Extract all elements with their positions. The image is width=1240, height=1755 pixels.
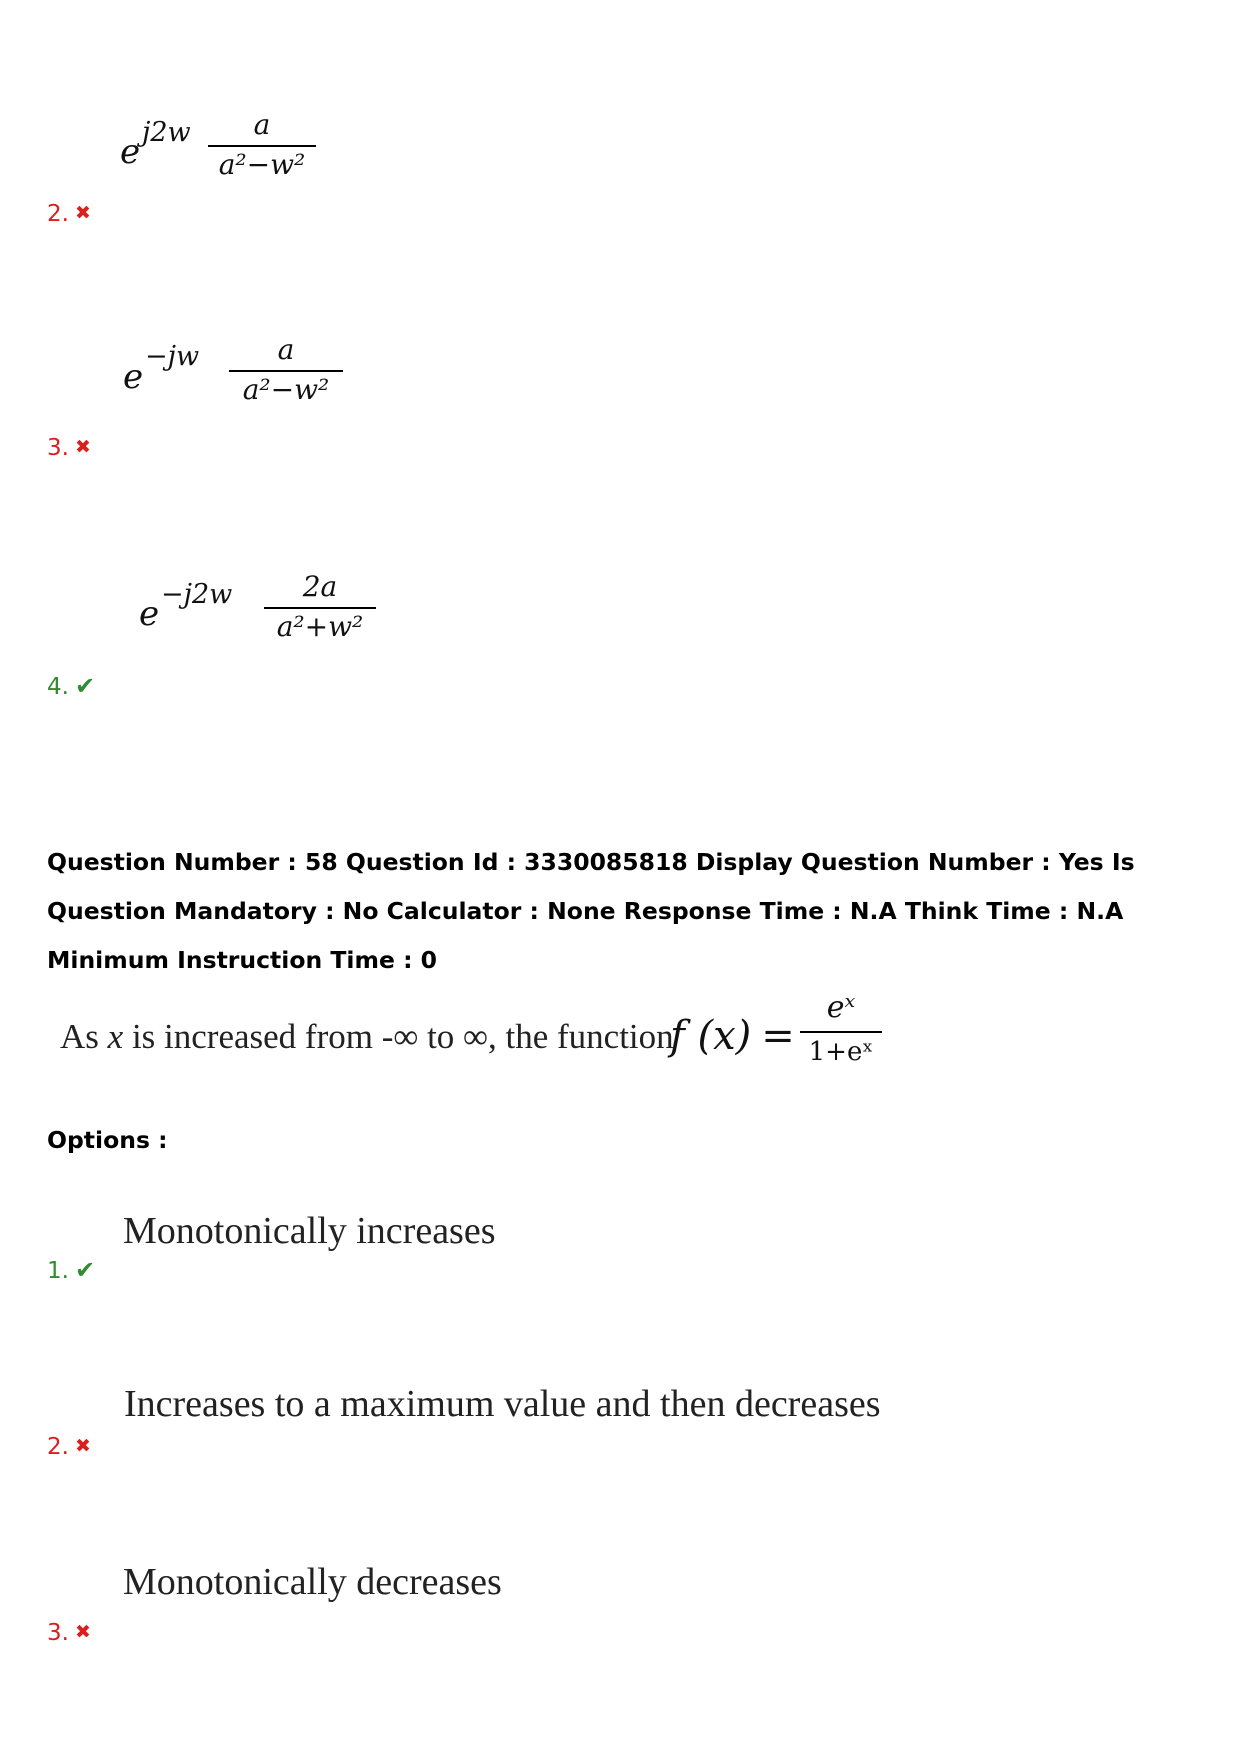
formula-fraction bbox=[229, 335, 343, 406]
formula-numerator: 2a bbox=[302, 570, 338, 603]
prev-option-2-formula bbox=[120, 110, 320, 190]
formula-exponent: −jw bbox=[145, 341, 200, 372]
question-text-part1: As bbox=[60, 1017, 108, 1056]
option-number: 1. bbox=[47, 1258, 69, 1284]
option-1 bbox=[47, 1258, 95, 1283]
formula-denominator: a²+w² bbox=[276, 609, 364, 643]
formula-denominator: a²−w² bbox=[242, 372, 330, 406]
option-number: 2. bbox=[47, 1434, 69, 1460]
fraction-bar bbox=[208, 145, 316, 147]
prev-option-4-formula bbox=[139, 572, 389, 652]
function-numerator: eˣ bbox=[826, 990, 856, 1025]
function-denominator: 1+eˣ bbox=[808, 1037, 874, 1067]
formula-denominator: a²−w² bbox=[218, 147, 306, 181]
formula-base: e bbox=[123, 357, 144, 397]
option-1-text: Monotonically increases bbox=[123, 1210, 496, 1252]
question-text bbox=[60, 1017, 674, 1057]
prev-option-3 bbox=[47, 437, 91, 460]
option-2-text: Increases to a maximum value and then decreases bbox=[124, 1383, 881, 1425]
function-name: f (x) bbox=[670, 1013, 752, 1059]
fraction-bar bbox=[229, 370, 343, 372]
option-3 bbox=[47, 1622, 91, 1645]
function-fraction bbox=[800, 990, 882, 1067]
cross-icon: ✖ bbox=[74, 436, 91, 458]
formula-exponent: −j2w bbox=[161, 579, 233, 610]
fraction-bar bbox=[800, 1031, 882, 1033]
question-meta: Question Number : 58 Question Id : 3330085818 Display Question Number : Yes Is Question Mandatory : No Calculator : None Response Time : N.A Think Time : N.A Minimum Instruction Time : 0 bbox=[47, 848, 1135, 974]
formula-numerator: a bbox=[253, 108, 271, 141]
option-number: 4. bbox=[47, 674, 69, 700]
prev-option-2 bbox=[47, 203, 91, 226]
option-2 bbox=[47, 1436, 91, 1459]
formula-base: e bbox=[139, 594, 160, 634]
check-icon: ✔ bbox=[74, 1256, 96, 1284]
formula-base: e bbox=[120, 132, 141, 172]
cross-icon: ✖ bbox=[74, 1621, 91, 1643]
formula-exponent: j2w bbox=[142, 117, 191, 148]
question-variable: x bbox=[107, 1017, 124, 1056]
prev-option-4 bbox=[47, 674, 95, 699]
check-icon: ✔ bbox=[74, 672, 96, 700]
equals-sign: = bbox=[761, 1013, 795, 1059]
fraction-bar bbox=[264, 607, 376, 609]
option-number: 3. bbox=[47, 435, 69, 461]
formula-fraction bbox=[264, 572, 376, 643]
prev-option-3-formula bbox=[123, 335, 353, 415]
option-number: 3. bbox=[47, 1620, 69, 1646]
option-3-text: Monotonically decreases bbox=[123, 1561, 502, 1603]
formula-numerator: a bbox=[277, 333, 295, 366]
formula-fraction bbox=[208, 110, 316, 181]
question-text-part2: is increased from -∞ to ∞, the function bbox=[123, 1017, 674, 1056]
options-label: Options : bbox=[47, 1126, 168, 1154]
cross-icon: ✖ bbox=[74, 1435, 91, 1457]
option-number: 2. bbox=[47, 201, 69, 227]
cross-icon: ✖ bbox=[74, 202, 91, 224]
function-lhs bbox=[670, 1013, 795, 1059]
